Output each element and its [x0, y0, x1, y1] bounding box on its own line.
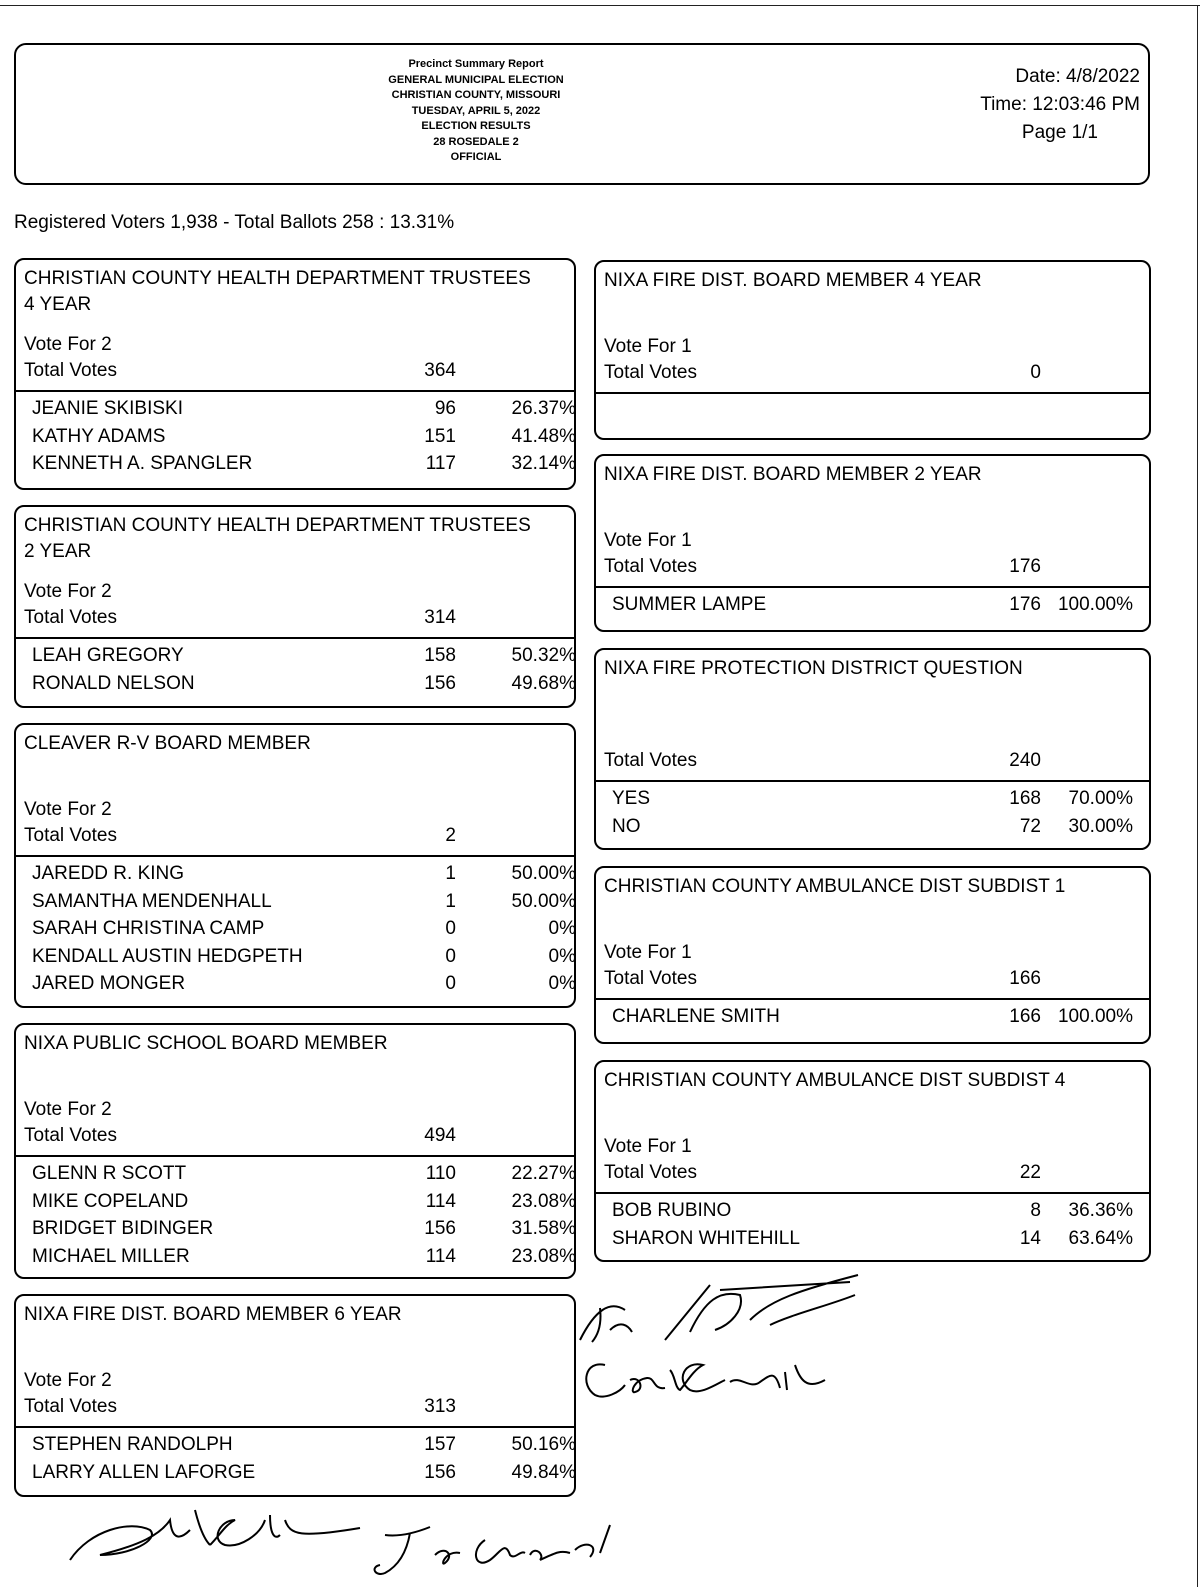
race-box — [594, 260, 1151, 440]
race-title-line: CHRISTIAN COUNTY HEALTH DEPARTMENT TRUSTEES — [24, 515, 531, 536]
candidate-row — [16, 1160, 574, 1188]
candidate-row — [596, 785, 1149, 813]
candidate-name: SARAH CHRISTINA CAMP — [32, 918, 265, 939]
candidate-name: CHARLENE SMITH — [612, 1006, 780, 1027]
report-title: Precinct Summary Report — [408, 58, 544, 70]
candidate-row — [16, 1459, 574, 1487]
candidate-list — [596, 1197, 1149, 1252]
candidate-name: SUMMER LAMPE — [612, 594, 767, 615]
candidate-votes: 176 — [1009, 594, 1041, 615]
candidate-row — [16, 860, 574, 888]
race-title — [604, 874, 1139, 900]
candidate-votes: 156 — [424, 1461, 456, 1483]
candidate-percent: 0% — [548, 918, 576, 939]
candidate-votes: 168 — [1009, 788, 1041, 809]
race-title — [24, 1031, 564, 1057]
candidate-row — [596, 1197, 1149, 1225]
race-title-line: CHRISTIAN COUNTY AMBULANCE DIST SUBDIST 4 — [604, 1070, 1066, 1091]
total-votes-value: 240 — [1009, 750, 1041, 771]
vote-for-label: Vote For 2 — [24, 1099, 112, 1120]
candidate-percent: 100.00% — [1057, 1006, 1133, 1027]
candidate-row — [16, 423, 574, 451]
race-box — [14, 1294, 576, 1497]
candidate-votes: 117 — [425, 453, 456, 474]
candidate-name: YES — [612, 788, 651, 809]
section-divider — [16, 855, 574, 857]
vote-for-label: Vote For 1 — [604, 530, 692, 551]
candidate-votes: 151 — [424, 425, 456, 447]
candidate-name: BRIDGET BIDINGER — [32, 1218, 214, 1239]
candidate-row — [16, 970, 574, 998]
vote-for-label: Vote For 2 — [24, 1370, 112, 1391]
total-votes-label: Total Votes — [604, 556, 697, 577]
results-label: ELECTION RESULTS — [421, 120, 531, 132]
section-divider — [16, 637, 574, 639]
candidate-percent: 30.00% — [1068, 815, 1133, 837]
candidate-votes: 158 — [424, 645, 456, 666]
report-time: Time: 12:03:46 PM — [980, 94, 1140, 115]
total-votes-label: Total Votes — [24, 1396, 117, 1417]
signature-4 — [365, 1515, 625, 1587]
candidate-votes: 157 — [424, 1434, 456, 1455]
page-number: Page 1/1 — [1021, 122, 1098, 143]
race-title — [604, 656, 1139, 682]
race-box — [594, 866, 1151, 1044]
total-votes-label: Total Votes — [24, 360, 117, 381]
race-box — [594, 1060, 1151, 1262]
race-box — [14, 505, 576, 708]
race-title — [24, 731, 564, 757]
candidate-list — [16, 1160, 574, 1270]
report-title-block — [356, 57, 596, 166]
vote-for-label: Vote For 2 — [24, 799, 112, 820]
candidate-name: KATHY ADAMS — [32, 425, 166, 447]
candidate-votes: 156 — [424, 1218, 456, 1239]
candidate-percent: 22.27% — [511, 1163, 576, 1184]
race-box — [594, 648, 1151, 850]
vote-for-label: Vote For 1 — [604, 1136, 692, 1157]
candidate-votes: 96 — [434, 398, 456, 419]
candidate-row — [596, 1003, 1149, 1031]
race-title-line: NIXA FIRE PROTECTION DISTRICT QUESTION — [604, 658, 1023, 679]
race-box — [14, 723, 576, 1008]
section-divider — [16, 1155, 574, 1157]
race-title-line: CLEAVER R-V BOARD MEMBER — [24, 733, 311, 754]
total-votes-label: Total Votes — [24, 607, 117, 628]
official-label: OFFICIAL — [450, 151, 502, 163]
race-title-line: CHRISTIAN COUNTY HEALTH DEPARTMENT TRUSTEES — [24, 268, 531, 289]
candidate-percent: 31.58% — [511, 1218, 576, 1239]
race-title-line: 2 YEAR — [24, 541, 92, 562]
candidate-percent: 100.00% — [1057, 594, 1133, 615]
race-title-line: NIXA FIRE DIST. BOARD MEMBER 6 YEAR — [24, 1304, 402, 1325]
candidate-percent: 49.68% — [511, 672, 576, 694]
signature-1 — [570, 1270, 870, 1360]
candidate-percent: 41.48% — [511, 425, 576, 447]
total-votes-label: Total Votes — [604, 1162, 697, 1183]
vote-for-label: Vote For 2 — [24, 581, 112, 602]
signature-3 — [60, 1500, 390, 1580]
total-votes-value: 22 — [1019, 1162, 1041, 1183]
report-meta — [940, 63, 1140, 147]
candidate-row — [16, 1431, 574, 1459]
race-box — [14, 1023, 576, 1279]
scan-edge-top — [0, 5, 1200, 6]
candidate-votes: 114 — [425, 1245, 456, 1267]
section-divider — [596, 780, 1149, 782]
total-votes-value: 0 — [1030, 362, 1041, 383]
candidate-name: NO — [612, 815, 641, 837]
candidate-name: BOB RUBINO — [612, 1200, 732, 1221]
candidate-name: JEANIE SKIBISKI — [32, 398, 183, 419]
turnout-summary: Registered Voters 1,938 - Total Ballots 258 : 13.31% — [14, 212, 455, 233]
section-divider — [16, 1426, 574, 1428]
race-title-line: NIXA FIRE DIST. BOARD MEMBER 2 YEAR — [604, 464, 982, 485]
total-votes-label: Total Votes — [604, 968, 697, 989]
candidate-name: MIKE COPELAND — [32, 1190, 189, 1212]
candidate-name: STEPHEN RANDOLPH — [32, 1434, 233, 1455]
candidate-row — [16, 395, 574, 423]
candidate-name: RONALD NELSON — [32, 672, 195, 694]
candidate-percent: 70.00% — [1068, 788, 1133, 809]
total-votes-value: 314 — [424, 607, 456, 628]
candidate-percent: 0% — [548, 973, 576, 994]
candidate-votes: 156 — [424, 672, 456, 694]
candidate-list — [16, 860, 574, 998]
vote-for-label: Vote For 1 — [604, 942, 692, 963]
section-divider — [596, 1192, 1149, 1194]
candidate-percent: 49.84% — [511, 1461, 576, 1483]
candidate-list — [596, 785, 1149, 840]
race-title-line: NIXA PUBLIC SCHOOL BOARD MEMBER — [24, 1033, 388, 1054]
candidate-votes: 1 — [445, 890, 456, 912]
candidate-votes: 1 — [445, 863, 456, 884]
candidate-row — [596, 813, 1149, 841]
candidate-votes: 114 — [425, 1190, 456, 1212]
section-divider — [16, 390, 574, 392]
total-votes-label: Total Votes — [24, 1125, 117, 1146]
candidate-row — [16, 1215, 574, 1243]
candidate-percent: 0% — [548, 945, 576, 967]
candidate-list — [16, 1431, 574, 1486]
election-name: GENERAL MUNICIPAL ELECTION — [388, 73, 564, 86]
candidate-votes: 110 — [425, 1163, 456, 1184]
candidate-votes: 8 — [1030, 1200, 1041, 1221]
candidate-name: GLENN R SCOTT — [32, 1163, 187, 1184]
total-votes-value: 176 — [1009, 556, 1041, 577]
candidate-percent: 36.36% — [1068, 1200, 1133, 1221]
candidate-name: KENNETH A. SPANGLER — [32, 453, 253, 474]
candidate-votes: 0 — [445, 945, 456, 967]
candidate-name: JARED MONGER — [32, 973, 186, 994]
candidate-row — [16, 915, 574, 943]
candidate-row — [16, 1188, 574, 1216]
candidate-list — [16, 395, 574, 478]
candidate-percent: 50.00% — [511, 863, 576, 884]
candidate-row — [16, 670, 574, 698]
candidate-percent: 32.14% — [511, 453, 576, 474]
candidate-row — [596, 1225, 1149, 1253]
section-divider — [596, 586, 1149, 588]
candidate-row — [16, 642, 574, 670]
candidate-percent: 50.32% — [511, 645, 576, 666]
candidate-row — [16, 888, 574, 916]
report-date: Date: 4/8/2022 — [1015, 66, 1140, 87]
race-title — [24, 513, 564, 565]
candidate-name: LEAH GREGORY — [32, 645, 184, 666]
race-title-line: CHRISTIAN COUNTY AMBULANCE DIST SUBDIST 1 — [604, 876, 1066, 897]
candidate-percent: 23.08% — [511, 1245, 576, 1267]
candidate-list — [596, 591, 1149, 619]
scan-edge-right — [1197, 5, 1198, 1587]
candidate-votes: 72 — [1019, 815, 1041, 837]
candidate-name: MICHAEL MILLER — [32, 1245, 190, 1267]
candidate-list — [596, 1003, 1149, 1031]
jurisdiction: CHRISTIAN COUNTY, MISSOURI — [391, 89, 561, 101]
race-box — [594, 454, 1151, 632]
total-votes-label: Total Votes — [604, 750, 697, 771]
report-header — [14, 43, 1150, 185]
signature-2 — [575, 1350, 835, 1410]
candidate-name: LARRY ALLEN LAFORGE — [32, 1461, 256, 1483]
race-title — [604, 1068, 1139, 1094]
candidate-name: SHARON WHITEHILL — [612, 1227, 800, 1249]
candidate-votes: 0 — [445, 918, 456, 939]
section-divider — [596, 392, 1149, 394]
total-votes-value: 313 — [424, 1396, 456, 1417]
total-votes-value: 494 — [424, 1125, 456, 1146]
total-votes-value: 364 — [424, 360, 456, 381]
candidate-name: JAREDD R. KING — [32, 863, 185, 884]
candidate-votes: 14 — [1019, 1227, 1041, 1249]
race-title — [604, 268, 1139, 294]
total-votes-label: Total Votes — [604, 362, 697, 383]
race-title-line: NIXA FIRE DIST. BOARD MEMBER 4 YEAR — [604, 270, 982, 291]
candidate-percent: 50.00% — [511, 890, 576, 912]
candidate-name: SAMANTHA MENDENHALL — [32, 890, 272, 912]
candidate-row — [16, 450, 574, 478]
race-title — [604, 462, 1139, 488]
race-title-line: 4 YEAR — [24, 294, 92, 315]
candidate-percent: 63.64% — [1068, 1227, 1133, 1249]
candidate-row — [16, 1243, 574, 1271]
race-box — [14, 258, 576, 490]
candidate-name: KENDALL AUSTIN HEDGPETH — [32, 945, 303, 967]
race-title — [24, 266, 564, 318]
candidate-list — [16, 642, 574, 697]
section-divider — [596, 998, 1149, 1000]
candidate-votes: 166 — [1009, 1006, 1041, 1027]
candidate-votes: 0 — [445, 973, 456, 994]
candidate-percent: 23.08% — [511, 1190, 576, 1212]
vote-for-label: Vote For 2 — [24, 334, 112, 355]
race-title — [24, 1302, 564, 1328]
candidate-percent: 50.16% — [511, 1434, 576, 1455]
candidate-row — [16, 943, 574, 971]
vote-for-label: Vote For 1 — [604, 336, 692, 357]
total-votes-label: Total Votes — [24, 825, 117, 846]
precinct-name: 28 ROSEDALE 2 — [433, 135, 519, 148]
election-date: TUESDAY, APRIL 5, 2022 — [411, 104, 541, 117]
total-votes-value: 166 — [1009, 968, 1041, 989]
candidate-percent: 26.37% — [511, 398, 576, 419]
candidate-row — [596, 591, 1149, 619]
total-votes-value: 2 — [445, 825, 456, 846]
